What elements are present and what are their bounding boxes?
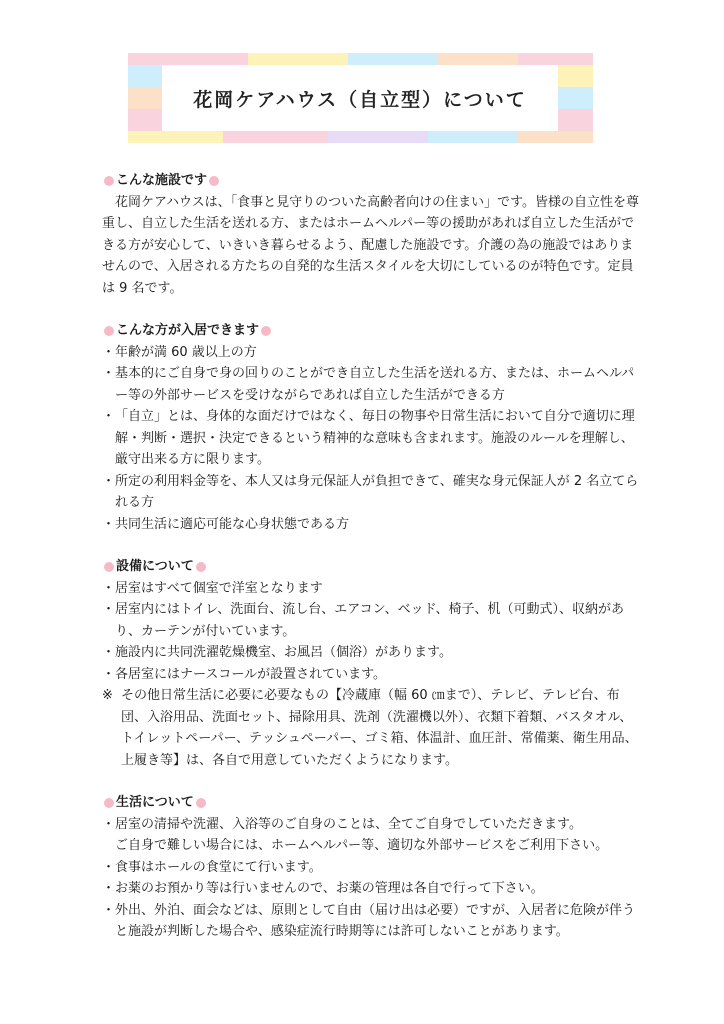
note-item <box>102 685 642 771</box>
bullet-mark: ・ <box>102 473 116 489</box>
list-item <box>102 878 642 900</box>
list-item-text: お薬のお預かり等は行いませんので、お薬の管理は各自で行って下さい。 <box>115 881 544 896</box>
bullet-mark: ・ <box>102 602 116 617</box>
bullet-mark: ・ <box>102 902 116 918</box>
section-heading <box>102 170 642 192</box>
section-heading-text: 生活について <box>116 795 194 810</box>
banner-tile <box>428 131 518 143</box>
banner-tile <box>248 53 348 65</box>
list-item <box>102 642 642 664</box>
banner-tile <box>558 65 593 87</box>
list-item-continuation: ご自身で難しい場合には、ホームヘルパー等、適切な外部サービスをご利用下さい。 <box>115 838 609 853</box>
title-banner <box>128 53 593 143</box>
section-daily-life <box>102 792 642 943</box>
daily-life-list <box>102 814 642 943</box>
bullet-mark: ・ <box>102 859 116 875</box>
pink-dot-icon <box>196 562 206 572</box>
list-item <box>102 342 642 364</box>
banner-tile <box>558 87 593 109</box>
section-equipment <box>102 556 642 771</box>
list-item <box>102 857 642 879</box>
banner-tile <box>128 53 248 65</box>
pink-dot-icon <box>209 176 219 186</box>
bullet-mark: ・ <box>102 645 116 660</box>
bullet-mark: ・ <box>102 366 116 381</box>
section-eligibility <box>102 320 642 535</box>
list-item-text: 食事はホールの食堂にて行います。 <box>115 859 322 875</box>
bullet-mark: ・ <box>102 881 116 896</box>
pink-dot-icon <box>104 562 114 572</box>
section-heading <box>102 556 642 578</box>
banner-tile <box>328 131 428 143</box>
banner-tile <box>128 131 223 143</box>
banner-tile <box>223 131 328 143</box>
list-item <box>102 599 642 642</box>
list-item-text: 基本的にご自身で身の回りのことができ自立した生活を送れる方、または、ホームヘルパー等の外部サービスを受けながらであれば自立した生活ができる方 <box>115 366 635 403</box>
list-item-text: 居室内にはトイレ、洗面台、流し台、エアコン、ベッド、椅子、机（可動式）、収納があり、カーテンが付いています。 <box>115 602 624 639</box>
list-item <box>102 471 642 514</box>
section-facility <box>102 170 642 299</box>
note-text: その他日常生活に必要に必要なもの【冷蔵庫（幅 60 ㎝まで）、テレビ、テレビ台、布団、入浴用品、洗面セット、掃除用具、洗剤（洗濯機以外）、衣類下着類、バスタオル、トイレットペーパー、テッシュペーパー、ゴミ箱、体温計、血圧計、常備薬、衛生用品、上履き等】は、各自で用意していただくようになります。 <box>121 688 638 768</box>
section-paragraph: 花岡ケアハウスは、「食事と見守りのついた高齢者向けの住まい」です。皆様の自立性を尊重し、自立した生活を送れる方、またはホームヘルパー等の援助があれば自立した生活ができる方が安心して、いきいき暮らせるよう、配慮した施設です。介護の為の施設ではありませんので、入居される方たちの自発的な生活スタイルを大切にしているのが特色です。定員は 9 名です。 <box>102 194 640 296</box>
pink-dot-icon <box>104 326 114 336</box>
pink-dot-icon <box>104 176 114 186</box>
banner-tile <box>438 53 518 65</box>
note-mark: ※ <box>102 688 113 703</box>
section-heading-text: 設備について <box>116 559 194 574</box>
list-item <box>102 664 642 686</box>
eligibility-list <box>102 342 642 536</box>
section-heading <box>102 320 642 342</box>
list-item <box>102 363 642 406</box>
list-item-text: 各居室にはナースコールが設置されています。 <box>115 666 387 682</box>
banner-inner <box>162 65 558 131</box>
list-item-text: 年齢が満 60 歳以上の方 <box>115 344 257 360</box>
bullet-mark: ・ <box>102 516 116 532</box>
equipment-list <box>102 578 642 772</box>
bullet-mark: ・ <box>102 816 116 832</box>
bullet-mark: ・ <box>102 344 116 360</box>
banner-tile <box>518 131 593 143</box>
banner-tile <box>348 53 438 65</box>
banner-tile <box>558 109 593 131</box>
list-item-text: 施設内に共同洗濯乾燥機室、お風呂（個浴）があります。 <box>115 645 452 660</box>
list-item <box>102 900 642 943</box>
list-item-text: 共同生活に適応可能な心身状態である方 <box>115 516 350 532</box>
bullet-mark: ・ <box>102 580 116 596</box>
list-item-text: 所定の利用料金等を、本人又は身元保証人が負担できて、確実な身元保証人が 2 名立てられる方 <box>115 473 639 510</box>
list-item <box>102 514 642 536</box>
pink-dot-icon <box>196 798 206 808</box>
document-body <box>102 170 642 964</box>
banner-tile <box>128 109 162 131</box>
list-item-text: 居室の清掃や洗濯、入浴等のご自身のことは、全てご自身でしていただきます。 <box>115 816 582 832</box>
list-item <box>102 406 642 471</box>
list-item <box>102 814 642 857</box>
bullet-mark: ・ <box>102 666 116 682</box>
page-title: 花岡ケアハウス（自立型）について <box>193 88 527 111</box>
list-item-text: 外出、外泊、面会などは、原則として自由（届け出は必要）ですが、入居者に危険が伴うと施設が判断した場合や、感染症流行時期等には許可しないことがあります。 <box>115 902 636 939</box>
section-heading-text: こんな施設です <box>116 173 208 188</box>
list-item <box>102 578 642 600</box>
section-heading-text: こんな方が入居できます <box>116 323 260 338</box>
pink-dot-icon <box>261 326 271 336</box>
list-item-text: 「自立」とは、身体的な面だけではなく、毎日の物事や日常生活において自分で適切に理解・判断・選択・決定できるという精神的な意味も含まれます。施設のルールを理解し、厳守出来る方に限ります。 <box>115 409 635 467</box>
banner-tile <box>128 87 162 109</box>
bullet-mark: ・ <box>102 409 116 424</box>
banner-tile <box>518 53 593 65</box>
banner-tile <box>128 65 162 87</box>
pink-dot-icon <box>104 798 114 808</box>
list-item-text: 居室はすべて個室で洋室となります <box>115 580 323 596</box>
section-heading <box>102 792 642 814</box>
